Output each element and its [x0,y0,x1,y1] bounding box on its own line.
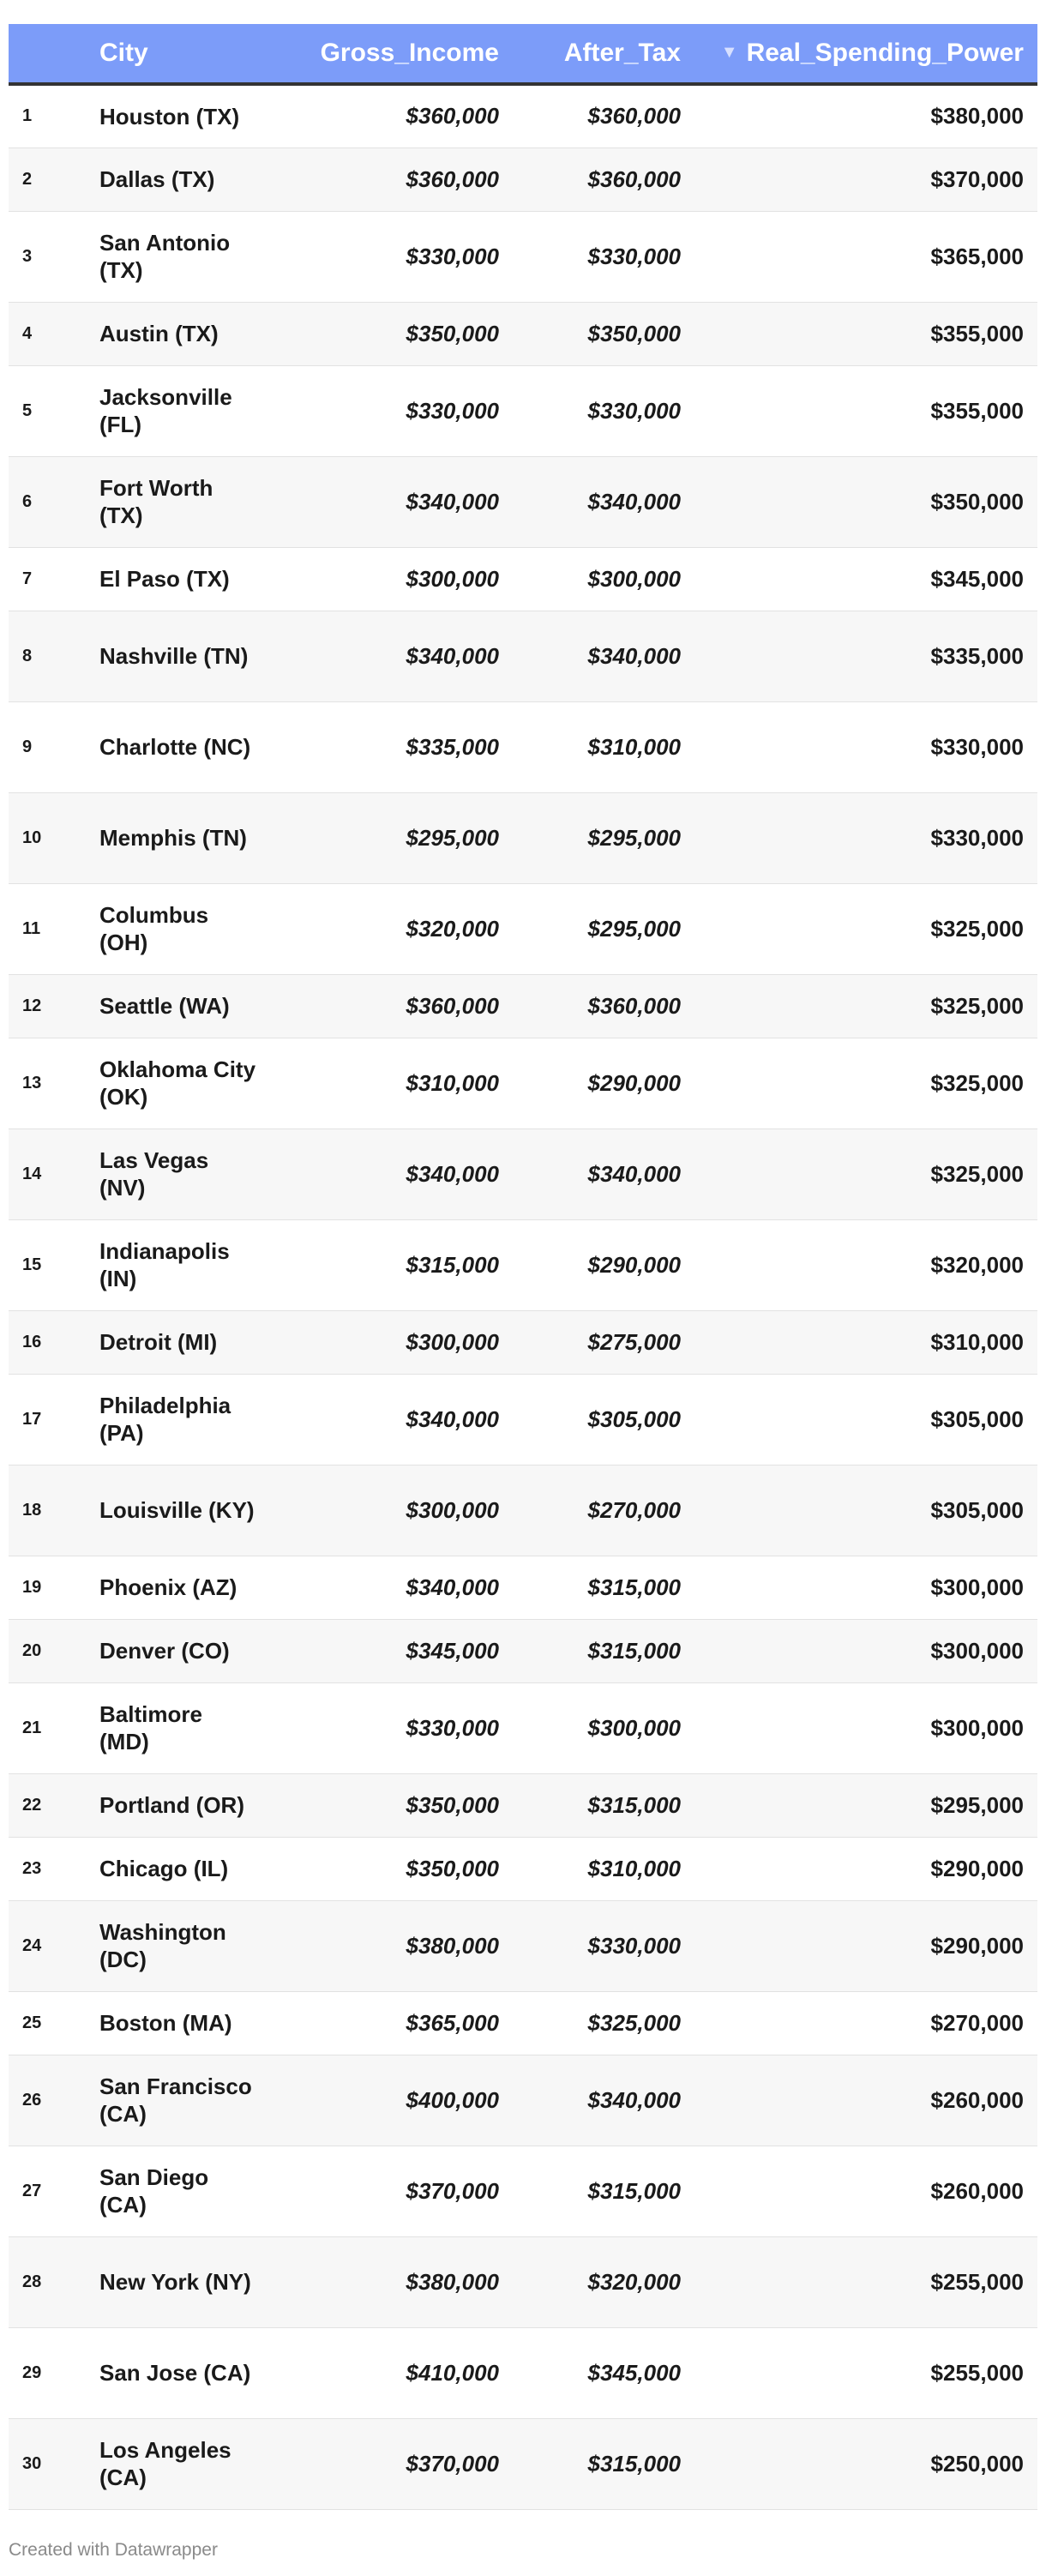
cell-real-spending-power: $325,000 [930,1160,1024,1187]
cell-after-tax: $340,000 [587,642,681,669]
cell-real-spending-power: $370,000 [930,166,1024,192]
cell-city: Charlotte (NC) [99,734,251,760]
table-header [9,24,1037,84]
table-row [9,1773,1037,1837]
cell-city: New York (NY) [99,2269,251,2295]
table-row [9,974,1037,1038]
cell-gross-income: $300,000 [406,565,499,592]
cell-rank: 11 [22,918,41,938]
cell-after-tax: $270,000 [587,1496,681,1523]
footer-credit: Created with Datawrapper [9,2540,218,2560]
table-row [9,302,1037,365]
cell-after-tax: $295,000 [587,915,681,942]
cell-real-spending-power: $260,000 [930,2086,1024,2113]
cell-city: Indianapolis (IN) [99,1238,230,1291]
cell-gross-income: $315,000 [406,1251,499,1278]
cell-rank: 25 [22,2013,42,2032]
header-after-tax[interactable]: After_Tax [563,39,681,67]
cell-city: Louisville (KY) [99,1497,255,1523]
cell-after-tax: $360,000 [587,103,681,129]
cell-rank: 14 [22,1164,42,1183]
cell-rank: 28 [22,2272,42,2291]
cell-rank: 27 [22,2181,42,2200]
cell-gross-income: $340,000 [406,488,499,515]
cell-real-spending-power: $305,000 [930,1405,1024,1432]
cell-city: Memphis (TN) [99,825,247,851]
cell-after-tax: $290,000 [587,1069,681,1096]
cell-real-spending-power: $300,000 [930,1714,1024,1741]
cell-after-tax: $315,000 [587,2450,681,2477]
table-row [9,456,1037,547]
cell-real-spending-power: $345,000 [930,565,1024,592]
cell-city: Washington (DC) [99,1919,226,1972]
table-row [9,2236,1037,2327]
cell-real-spending-power: $325,000 [930,915,1024,942]
table-row [9,1374,1037,1465]
cell-city: Austin (TX) [99,321,219,346]
cell-rank: 29 [22,2362,42,2382]
cell-gross-income: $340,000 [406,1160,499,1187]
cell-city: San Diego (CA) [99,2164,209,2218]
cell-real-spending-power: $365,000 [930,243,1024,269]
cell-after-tax: $320,000 [587,2268,681,2295]
cell-rank: 3 [22,246,33,266]
table-row [9,883,1037,974]
cell-city: Phoenix (AZ) [99,1574,237,1600]
cell-gross-income: $340,000 [406,1405,499,1432]
cell-gross-income: $295,000 [406,824,499,851]
cell-gross-income: $330,000 [406,243,499,269]
table-row [9,365,1037,456]
data-table-container [9,24,1037,2510]
cell-city: Denver (CO) [99,1638,230,1664]
cell-city: Oklahoma City (OK) [99,1056,256,1110]
cell-real-spending-power: $325,000 [930,992,1024,1019]
cell-gross-income: $320,000 [406,915,499,942]
cell-after-tax: $340,000 [587,488,681,515]
cell-city: El Paso (TX) [99,566,230,592]
cell-after-tax: $360,000 [587,992,681,1019]
cell-real-spending-power: $255,000 [930,2268,1024,2295]
cell-city: Baltimore (MD) [99,1701,202,1754]
cell-real-spending-power: $295,000 [930,1791,1024,1818]
table-row [9,1038,1037,1129]
cell-rank: 5 [22,400,33,420]
cell-rank: 1 [22,106,33,126]
cell-city: Detroit (MI) [99,1329,218,1355]
cell-after-tax: $295,000 [587,824,681,851]
table-row [9,147,1037,211]
cell-gross-income: $340,000 [406,642,499,669]
table-row [9,1465,1037,1556]
header-real-spending-power[interactable] [694,24,1037,84]
cell-real-spending-power: $330,000 [930,824,1024,851]
cell-after-tax: $310,000 [587,1855,681,1881]
cell-gross-income: $350,000 [406,1791,499,1818]
cell-rank: 26 [22,2090,42,2110]
cell-after-tax: $315,000 [587,1574,681,1600]
cell-gross-income: $340,000 [406,1574,499,1600]
cell-rank: 30 [22,2453,42,2473]
cell-rank: 10 [22,828,42,847]
cell-real-spending-power: $330,000 [930,733,1024,760]
cell-gross-income: $370,000 [406,2177,499,2204]
cell-after-tax: $300,000 [587,565,681,592]
cell-gross-income: $365,000 [406,2009,499,2036]
table-row [9,1991,1037,2055]
cell-real-spending-power: $310,000 [930,1328,1024,1355]
cell-rank: 17 [22,1409,42,1429]
cell-city: Boston (MA) [99,2010,232,2036]
cell-rank: 12 [22,996,42,1015]
cell-rank: 23 [22,1858,42,1878]
cell-after-tax: $305,000 [587,1405,681,1432]
table-row [9,1682,1037,1773]
cell-city: Seattle (WA) [99,993,230,1019]
cell-city: Columbus (OH) [99,902,209,955]
cell-rank: 4 [22,323,33,343]
cell-real-spending-power: $290,000 [930,1932,1024,1959]
cell-after-tax: $300,000 [587,1714,681,1741]
cell-rank: 19 [22,1577,42,1597]
cell-city: Dallas (TX) [99,166,215,192]
header-rank [9,24,87,84]
cell-gross-income: $410,000 [406,2359,499,2386]
cell-city: San Antonio (TX) [99,230,231,283]
table-row [9,547,1037,611]
cell-after-tax: $360,000 [587,166,681,192]
cell-gross-income: $335,000 [406,733,499,760]
cell-real-spending-power: $300,000 [930,1637,1024,1664]
cell-rank: 7 [22,569,33,588]
cell-real-spending-power: $325,000 [930,1069,1024,1096]
table-row [9,2327,1037,2418]
cell-city: Fort Worth (TX) [99,475,213,528]
table-row [9,2418,1037,2509]
cell-real-spending-power: $270,000 [930,2009,1024,2036]
cell-after-tax: $330,000 [587,1932,681,1959]
cell-real-spending-power: $255,000 [930,2359,1024,2386]
cell-real-spending-power: $250,000 [930,2450,1024,2477]
cell-after-tax: $315,000 [587,1791,681,1818]
cell-after-tax: $310,000 [587,733,681,760]
cell-city: Nashville (TN) [99,643,249,669]
cell-after-tax: $315,000 [587,1637,681,1664]
table-row [9,1837,1037,1900]
table-row [9,1219,1037,1310]
table-row [9,2055,1037,2146]
cell-city: Chicago (IL) [99,1856,229,1881]
cell-rank: 16 [22,1332,42,1351]
cell-after-tax: $330,000 [587,243,681,269]
table-row [9,701,1037,792]
cell-real-spending-power: $300,000 [930,1574,1024,1600]
table-row [9,1129,1037,1219]
cell-rank: 18 [22,1500,42,1520]
cell-after-tax: $290,000 [587,1251,681,1278]
cell-after-tax: $340,000 [587,1160,681,1187]
cell-gross-income: $330,000 [406,397,499,424]
cell-real-spending-power: $355,000 [930,397,1024,424]
cell-after-tax: $340,000 [587,2086,681,2113]
cell-real-spending-power: $290,000 [930,1855,1024,1881]
cell-rank: 21 [22,1718,42,1737]
cell-city: Jacksonville (FL) [99,384,232,437]
cell-rank: 15 [22,1255,42,1274]
cell-after-tax: $315,000 [587,2177,681,2204]
cell-rank: 24 [22,1935,42,1955]
header-real-spending-power-label: Real_Spending_Power [746,39,1024,67]
cell-real-spending-power: $335,000 [930,642,1024,669]
cell-real-spending-power: $305,000 [930,1496,1024,1523]
table-row [9,1556,1037,1619]
cell-after-tax: $345,000 [587,2359,681,2386]
cell-gross-income: $310,000 [406,1069,499,1096]
cell-gross-income: $380,000 [406,1932,499,1959]
cell-city: Las Vegas (NV) [99,1147,209,1201]
sort-descending-icon: ▼ [720,42,738,62]
cell-rank: 20 [22,1640,42,1660]
cell-city: San Francisco (CA) [99,2073,252,2127]
cell-gross-income: $360,000 [406,166,499,192]
cell-gross-income: $350,000 [406,320,499,346]
cell-gross-income: $370,000 [406,2450,499,2477]
cell-rank: 2 [22,169,33,189]
table-row [9,1619,1037,1682]
table-body [9,84,1037,2509]
cell-real-spending-power: $380,000 [930,103,1024,129]
table-row [9,1900,1037,1991]
cell-rank: 8 [22,646,33,665]
cell-gross-income: $330,000 [406,1714,499,1741]
cell-after-tax: $325,000 [587,2009,681,2036]
cell-city: Houston (TX) [99,103,240,129]
cell-city: Los Angeles (CA) [99,2437,231,2490]
cell-city: San Jose (CA) [99,2360,251,2386]
table-row [9,2146,1037,2236]
cell-after-tax: $350,000 [587,320,681,346]
data-table [9,24,1037,2510]
cell-gross-income: $360,000 [406,992,499,1019]
cell-after-tax: $330,000 [587,397,681,424]
table-row [9,211,1037,302]
header-city[interactable]: City [99,39,148,67]
header-row [9,24,1037,84]
header-gross-income[interactable]: Gross_Income [320,39,499,67]
cell-real-spending-power: $320,000 [930,1251,1024,1278]
cell-real-spending-power: $260,000 [930,2177,1024,2204]
cell-real-spending-power: $355,000 [930,320,1024,346]
table-row [9,1310,1037,1374]
cell-gross-income: $380,000 [406,2268,499,2295]
cell-rank: 6 [22,491,33,511]
cell-gross-income: $300,000 [406,1328,499,1355]
cell-gross-income: $300,000 [406,1496,499,1523]
cell-gross-income: $360,000 [406,103,499,129]
cell-rank: 9 [22,737,33,756]
cell-gross-income: $350,000 [406,1855,499,1881]
table-row [9,792,1037,883]
cell-gross-income: $345,000 [406,1637,499,1664]
table-row [9,611,1037,701]
cell-city: Philadelphia (PA) [99,1393,231,1446]
cell-real-spending-power: $350,000 [930,488,1024,515]
cell-gross-income: $400,000 [406,2086,499,2113]
table-row [9,84,1037,147]
cell-rank: 13 [22,1073,42,1092]
cell-city: Portland (OR) [99,1792,244,1818]
cell-after-tax: $275,000 [587,1328,681,1355]
cell-rank: 22 [22,1795,42,1815]
